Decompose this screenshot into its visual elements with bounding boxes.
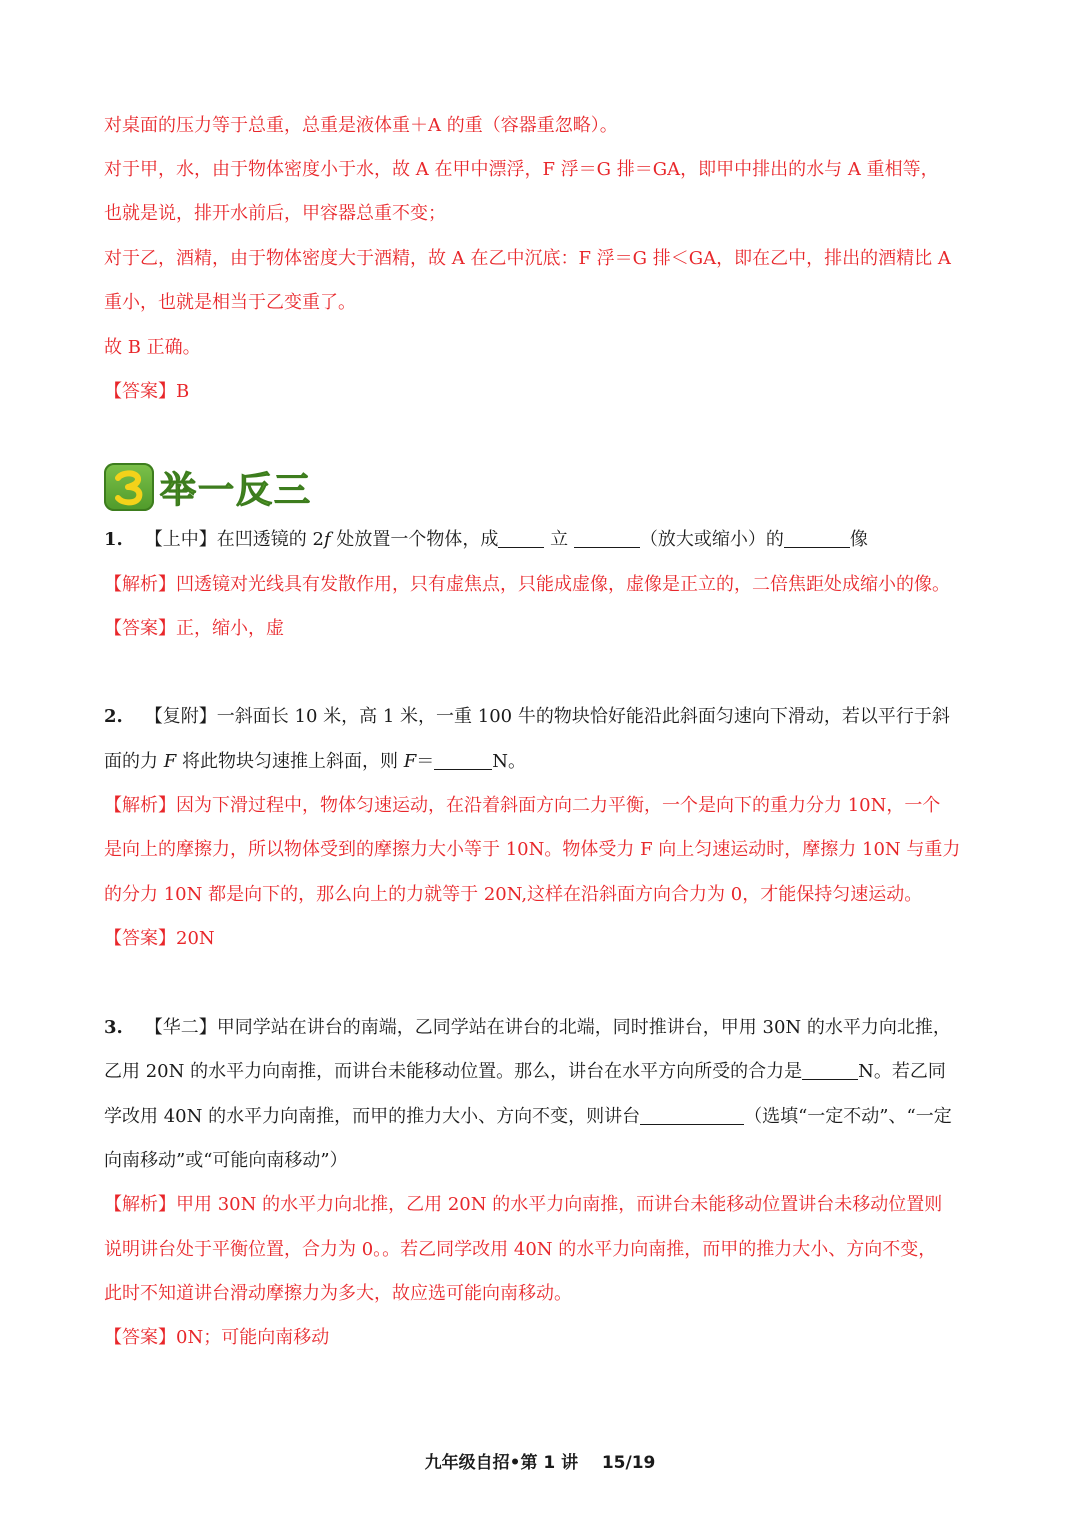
question-2-line-2 [104,750,526,774]
question-number: 1. [104,529,123,550]
analysis-line: 对桌面的压力等于总重，总重是液体重＋A 的重（容器重忽略）。 [104,115,618,136]
question-text: N。 [492,751,526,772]
question-source-tag: 【复附】 [144,706,217,727]
analysis-line [104,1193,942,1217]
blank-1[interactable] [498,529,544,548]
question-text: ＝ [416,751,435,772]
analysis-text: 甲用 30N 的水平力向北推，乙用 20N 的水平力向南推，而讲台未能移动位置讲台未移动位置则 [176,1194,943,1215]
section-number-badge [104,463,154,511]
question-3 [104,1016,951,1040]
question-2 [104,705,950,729]
question-text: 学改用 40N 的水平力向南推，而甲的推力大小、方向不变，则讲台 [104,1106,641,1127]
question-1 [104,528,868,552]
question-text: 处放置一个物体，成 [330,529,499,550]
analysis-line: 此时不知道讲台滑动摩擦力为多大，故应选可能向南移动。 [104,1283,572,1304]
analysis-tag: 【解析】 [104,574,176,595]
force-symbol: F [163,751,177,772]
footer-title: 九年级自招•第 1 讲 [424,1453,579,1473]
force-symbol: F [403,751,417,772]
question-3-line-3 [104,1105,952,1129]
page-number: 15/19 [601,1453,656,1473]
answer-tag: 【答案】 [104,618,176,639]
analysis-line: 故 B 正确。 [104,337,201,358]
blank-1[interactable] [802,1061,858,1080]
answer-line [104,927,215,951]
section-title: 举一反三 [160,469,313,511]
blank-2[interactable] [574,529,640,548]
blank-2[interactable] [640,1106,744,1125]
question-text: 在凹透镜的 2 [216,529,324,550]
blank-1[interactable] [434,751,492,770]
question-text: 甲同学站在讲台的南端，乙同学站在讲台的北端，同时推讲台，甲用 30N 的水平力向北推， [216,1017,951,1038]
answer-tag: 【答案】 [104,928,176,949]
analysis-tag: 【解析】 [104,1194,176,1215]
answer-tag: 【答案】 [104,381,176,402]
question-text: 乙用 20N 的水平力向南推，而讲台未能移动位置。那么，讲台在水平方向所受的合力是 [104,1061,803,1082]
analysis-line: 说明讲台处于平衡位置，合力为 0。。若乙同学改用 40N 的水平力向南推，而甲的推力大小、方向不变， [104,1239,937,1260]
question-3-line-2 [104,1060,946,1084]
page-footer [0,1448,1080,1473]
question-text: N。若乙同 [858,1061,946,1082]
analysis-line: 也就是说，排开水前后，甲容器总重不变； [104,203,446,224]
question-text: 像 [849,529,868,550]
blank-3[interactable] [784,529,850,548]
answer-line [104,1326,329,1350]
focal-symbol: f [323,529,331,550]
answer-line [104,380,189,404]
analysis-line [104,573,950,597]
answer-text: 0N；可能向南移动 [176,1327,330,1348]
answer-text: B [176,381,190,402]
question-text: 立 [544,529,574,550]
analysis-tag: 【解析】 [104,795,176,816]
analysis-line: 对于甲，水，由于物体密度小于水，故 A 在甲中漂浮，F 浮＝G 排＝GA，即甲中排出的水与 A 重相等， [104,159,939,180]
answer-tag: 【答案】 [104,1327,176,1348]
question-text: （选填“一定不动”、“一定 [744,1106,952,1127]
number-three-icon [109,467,149,507]
question-source-tag: 【华二】 [144,1017,217,1038]
question-text: 将此物块匀速推上斜面，则 [176,751,404,772]
analysis-line: 的分力 10N 都是向下的，那么向上的力就等于 20N,这样在沿斜面方向合力为 0，才能保持匀速运动。 [104,884,923,905]
analysis-line: 对于乙，酒精，由于物体密度大于酒精，故 A 在乙中沉底：F 浮＝G 排＜GA，即在乙中，排出的酒精比 A [104,248,951,269]
question-source-tag: 【上中】 [144,529,217,550]
question-number: 3. [104,1017,123,1038]
question-text: （放大或缩小）的 [639,529,784,550]
analysis-text: 凹透镜对光线具有发散作用，只有虚焦点，只能成虚像，虚像是正立的，二倍焦距处成缩小的像。 [176,574,950,595]
analysis-line: 重小，也就是相当于乙变重了。 [104,292,356,313]
question-3-line-4: 向南移动”或“可能向南移动”） [104,1150,348,1171]
analysis-line [104,794,940,818]
question-text: 一斜面长 10 米，高 1 米，一重 100 牛的物块恰好能沿此斜面匀速向下滑动，若以平行于斜 [216,706,950,727]
answer-text: 正，缩小，虚 [176,618,284,639]
analysis-line: 是向上的摩擦力，所以物体受到的摩擦力大小等于 10N。物体受力 F 向上匀速运动时，摩擦力 10N 与重力 [104,839,961,860]
question-number: 2. [104,706,123,727]
section-banner [104,462,312,512]
question-text: 面的力 [104,751,164,772]
answer-text: 20N [176,928,215,949]
answer-line [104,617,284,641]
analysis-text: 因为下滑过程中，物体匀速运动，在沿着斜面方向二力平衡，一个是向下的重力分力 10N，一个 [176,795,941,816]
